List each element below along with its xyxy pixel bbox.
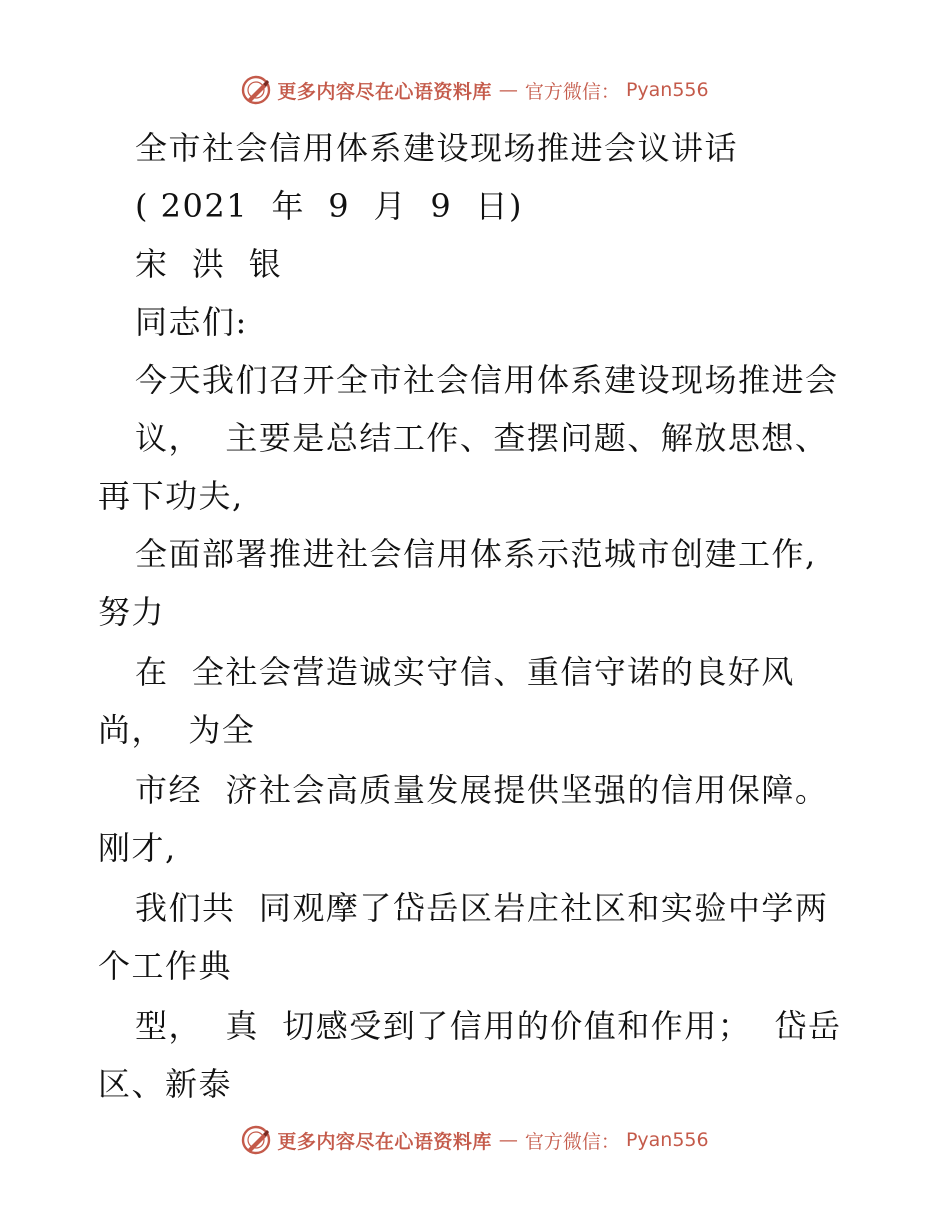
watermark-dash: —	[498, 79, 518, 101]
body-line: 市经 济社会高质量发展提供坚强的信用保障。	[135, 771, 829, 809]
watermark-contact-label: 官方微信：	[524, 80, 620, 103]
watermark-footer	[0, 1120, 950, 1160]
body-line: 个工作典	[98, 947, 233, 985]
document-title: 全市社会信用体系建设现场推进会议讲话	[135, 129, 739, 167]
document-date: ( 2021 年 9 月 9 日)	[135, 187, 524, 225]
watermark-dash: —	[498, 1129, 518, 1151]
body-line: 尚， 为全	[98, 711, 256, 749]
body-line: 再下功夫,	[98, 477, 244, 515]
pen-logo-icon	[241, 1125, 271, 1155]
watermark-text: 更多内容尽在心语资料库	[277, 80, 492, 103]
pen-logo-icon	[241, 75, 271, 105]
body-line: 努力	[98, 593, 166, 631]
body-line: 议， 主要是总结工作、查摆问题、解放思想、	[135, 419, 829, 457]
body-line: 型， 真 切感受到了信用的价值和作用； 岱岳	[135, 1007, 842, 1045]
watermark-contact-label: 官方微信：	[524, 1130, 620, 1153]
speaker-name: 宋 洪 银	[135, 245, 283, 283]
body-line: 今天我们召开全市社会信用体系建设现场推进会	[135, 361, 839, 399]
watermark-header	[0, 70, 950, 110]
watermark-text: 更多内容尽在心语资料库	[277, 1130, 492, 1153]
watermark-contact-id: Pyan556	[625, 79, 709, 101]
body-line: 区、新泰	[98, 1065, 233, 1103]
salutation: 同志们:	[135, 303, 248, 341]
watermark-contact-id: Pyan556	[625, 1129, 709, 1151]
body-line: 我们共 同观摩了岱岳区岩庄社区和实验中学两	[135, 889, 829, 927]
body-line: 在 全社会营造诚实守信、重信守诺的良好风	[135, 653, 795, 691]
body-line: 全面部署推进社会信用体系示范城市创建工作,	[135, 535, 817, 573]
body-line: 刚才,	[98, 829, 177, 867]
